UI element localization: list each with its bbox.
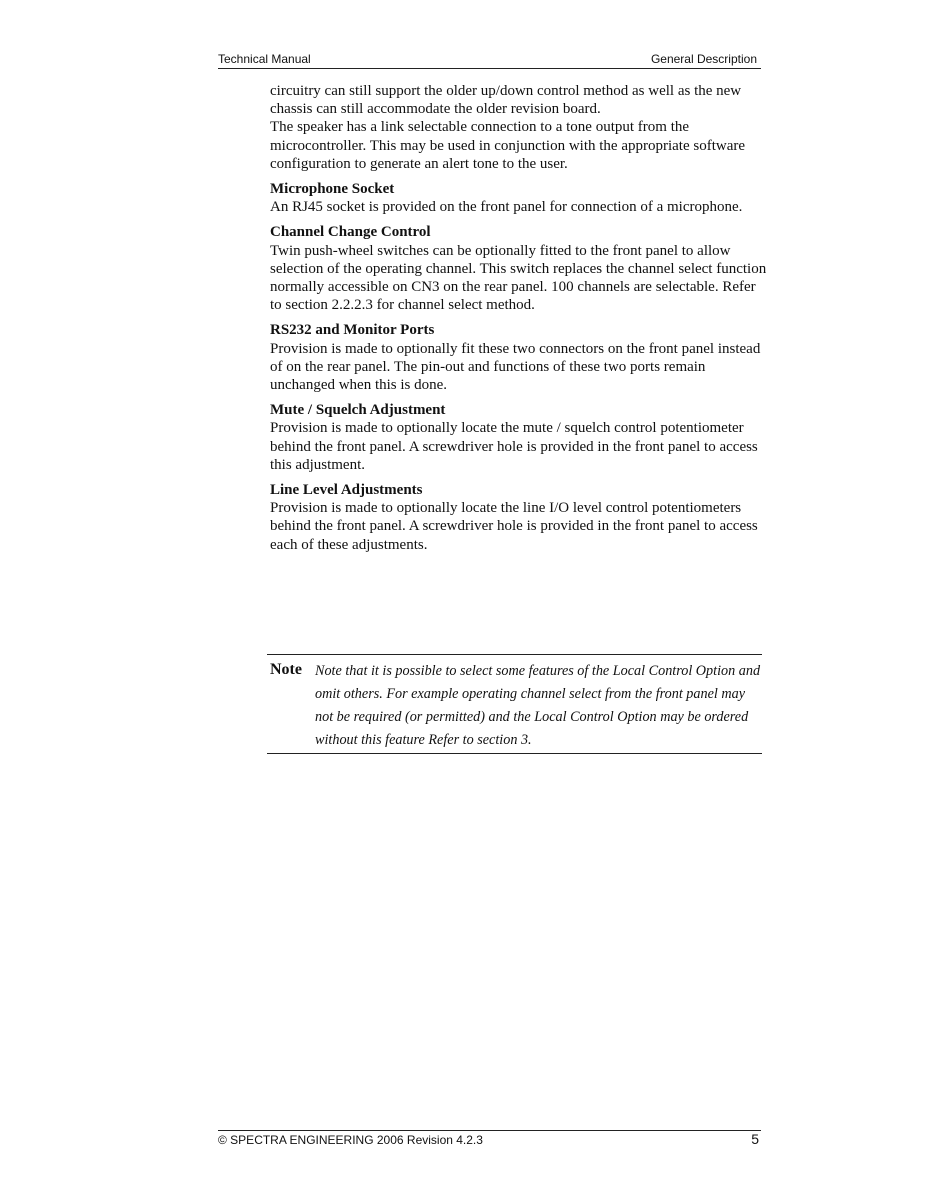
section-heading: Channel Change Control [270,224,431,241]
section-body: An RJ45 socket is provided on the front panel for connection of a microphone. [270,199,743,216]
section-heading: Mute / Squelch Adjustment [270,402,446,419]
note-text: Note that it is possible to select some features of the Local Control Option and omit others. For example operating channel select from the front panel may not be required (or permitted) and the Local Control Option may be ordered without this feature Refer to section 3. [315,663,761,748]
header-section: General Description [650,52,757,66]
section-body: Provision is made to optionally locate the line I/O level control potentiometers behind the front panel. A screwdriver hole is provided in the front panel to access each of these adjustments. [270,500,758,553]
section-rs232-monitor-ports [270,321,770,394]
main-content [270,82,770,554]
section-line-level [270,481,770,554]
section-body: Provision is made to optionally locate the mute / squelch control potentiometer behind the front panel. A screwdriver hole is provided in the front panel to access this adjustment. [270,420,758,473]
intro-paragraph: circuitry can still support the older up/down control method as well as the new chassis can still accommodate the older revision board. [270,83,742,118]
page-number: 5 [751,1131,759,1147]
header-title: Technical Manual [218,52,311,66]
section-mute-squelch [270,401,770,474]
section-heading: RS232 and Monitor Ports [270,322,435,339]
section-heading: Line Level Adjustments [270,482,423,499]
footer-copyright: © SPECTRA ENGINEERING 2006 Revision 4.2.3 [218,1133,483,1147]
intro-paragraph: The speaker has a link selectable connection to a tone output from the microcontroller. This may be used in conjunction with the appropriate software configuration to generate an alert tone to the user. [270,119,746,172]
section-channel-change-control [270,223,770,314]
page-header [218,52,761,69]
section-body: Twin push-wheel switches can be optionally fitted to the front panel to allow selection of the operating channel. This switch replaces the channel select function normally accessible on CN3 on the rear panel. 100 channels are selectable. Refer to section 2.2.2.3 for channel select method. [270,242,767,314]
section-heading: Microphone Socket [270,181,395,198]
section-body: Provision is made to optionally fit these two connectors on the front panel instead of on the rear panel. The pin-out and functions of these two ports remain unchanged when this is done. [270,340,761,394]
note-label: Note [270,661,302,678]
note-box [267,654,762,754]
section-microphone-socket [270,180,770,216]
page-footer [218,1130,761,1147]
